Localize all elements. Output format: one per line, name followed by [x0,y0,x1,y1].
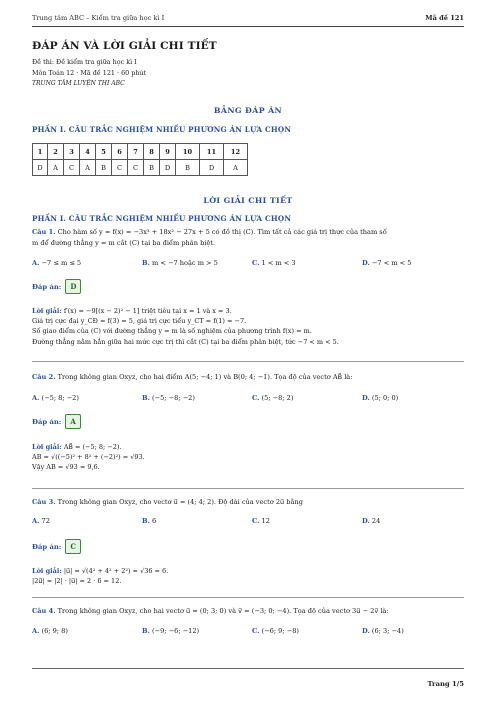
option-d: D. (6; 3; −4) [362,627,404,635]
running-header [32,14,464,22]
question-3-options [32,517,464,528]
answer-table-numbers [33,144,248,160]
question-4-options [32,627,464,638]
answer-table-number: 2 [48,144,64,160]
subject-line: Môn Toán 12 · Mã đề 121 · 60 phút [32,69,147,77]
exam-code: Mã đề 121 [425,14,464,22]
answer-table-answer: B [96,160,112,176]
answer-table-answer: A [224,160,248,176]
option-c: C. (5; −8; 2) [252,394,294,402]
solutions-title: LỜI GIẢI CHI TIẾT [203,196,293,205]
option-b: B. m < −7 hoặc m > 5 [142,259,218,267]
option-d: D. (5; 0; 0) [362,394,399,402]
answer-table-number: 6 [112,144,128,160]
option-b: B. (−5; −8; −2) [142,394,195,402]
answer-table-answer: A [80,160,96,176]
answer-table-number: 5 [96,144,112,160]
answer-table-answer: D [33,160,48,176]
answer-table-number: 3 [64,144,80,160]
question-divider [32,597,464,598]
answer-table-answer: D [160,160,176,176]
answer-key-3: Đáp án: C [32,539,81,554]
answer-table-answer: C [128,160,144,176]
page-number: Trang 1/5 [427,680,464,688]
question-label: Câu 1. [32,228,56,236]
answer-table-number: 11 [200,144,224,160]
option-c: C. (−6; 9; −8) [252,627,299,635]
answer-table-number: 7 [128,144,144,160]
answer-badge: C [65,539,81,554]
answer-table-answer: B [144,160,160,176]
answer-badge: D [65,279,81,294]
answer-table [32,143,248,176]
answer-badge: A [65,414,80,429]
answer-table-answer: B [176,160,200,176]
answer-key-2: Đáp án: A [32,414,81,429]
answer-table-answer: A [48,160,64,176]
answer-key-1: Đáp án: D [32,279,81,294]
answer-table-number: 12 [224,144,248,160]
solution-2: Lời giải: AB⃗ = (−5; 8; −2). AB = √((−5)² + 8² + (−2)²) = √93. Vậy AB = √93 ≈ 9,6. [32,443,145,472]
question-1 [32,227,464,248]
header-divider [32,26,464,27]
solution-3: Lời giải: |u⃗| = √(4² + 4² + 2²) = √36 = 6. |2u⃗| = |2| · |u⃗| = 2 · 6 = 12. [32,567,169,586]
question-text: Cho hàm số y = f(x) = −3x³ + 18x² − 27x + 5 có đồ thị (C). Tìm tất cả các giá trị thực của tham số [57,228,387,236]
option-a: A. (−5; 8; −2) [32,394,79,402]
question-2-options [32,394,464,405]
center-name: TRUNG TÂM LUYỆN THI ABC [32,80,125,87]
question-divider [32,488,464,489]
question-1-options [32,259,464,270]
header-title: Trung tâm ABC – Kiểm tra giữa học kì I [32,14,165,22]
question-text: m để đường thẳng y = m cắt (C) tại ba điểm phân biệt. [32,238,216,247]
answer-sheet-title: BẢNG ĐÁP ÁN [213,106,283,115]
option-a: A. (6; 9; 8) [32,627,68,635]
answer-table-answer: C [112,160,128,176]
option-c: C. 12 [252,517,270,525]
answer-table-number: 10 [176,144,200,160]
option-c: C. 1 < m < 3 [252,259,296,267]
question-3: Câu 3. Trong không gian Oxyz, cho vectơ u⃗ = (4; 4; 2). Độ dài của vectơ 2u⃗ bằng [32,498,303,506]
document-title: ĐÁP ÁN VÀ LỜI GIẢI CHI TIẾT [32,40,217,52]
answer-table-answers [33,160,248,176]
question-divider [32,361,464,362]
option-a: A. 72 [32,517,50,525]
answer-table-number: 8 [144,144,160,160]
answer-table-answer: C [64,160,80,176]
option-d: D. 24 [362,517,381,525]
option-b: B. 6 [142,517,157,525]
solutions-part: PHẦN I. CÂU TRẮC NGHIỆM NHIỀU PHƯƠNG ÁN LỰA CHỌN [32,214,292,223]
answer-table-number: 1 [33,144,48,160]
answer-sheet-part: PHẦN I. CÂU TRẮC NGHIỆM NHIỀU PHƯƠNG ÁN LỰA CHỌN [32,125,292,134]
question-4: Câu 4. Trong không gian Oxyz, cho hai vectơ u⃗ = (0; 3; 0) và v⃗ = (−3; 0; −4). Tọa độ của vectơ 3u⃗ − 2v⃗ là: [32,607,389,615]
answer-table-number: 4 [80,144,96,160]
solution-1: Lời giải: f′(x) = −9[(x − 2)² − 1] triệt tiêu tại x = 1 và x = 3. Giá trị cực đại y_CĐ = f(3) = 5, giá trị cực tiểu y_CT = f(1) = −7. Số giao điểm của (C) với đường thẳng y = m là số nghiệm của phương trình f(x) = m. Đường thẳng nằm hẳn giữa hai mức cực trị thì cắt (C) tại ba điểm phân biệt, tức −7 < m < 5. [32,307,339,346]
option-d: D. −7 < m < 5 [362,259,412,267]
answer-table-number: 9 [160,144,176,160]
exam-name: Đề thi: Đề kiểm tra giữa học kì I [32,58,137,66]
question-2: Câu 2. Trong không gian Oxyz, cho hai điểm A(5; −4; 1) và B(0; 4; −1). Tọa độ của vectơ AB⃗ là: [32,373,353,381]
option-a: A. −7 ≤ m ≤ 5 [32,259,82,267]
option-b: B. (−9; −6; −12) [142,627,200,635]
footer-divider [32,668,464,669]
answer-table-answer: D [200,160,224,176]
